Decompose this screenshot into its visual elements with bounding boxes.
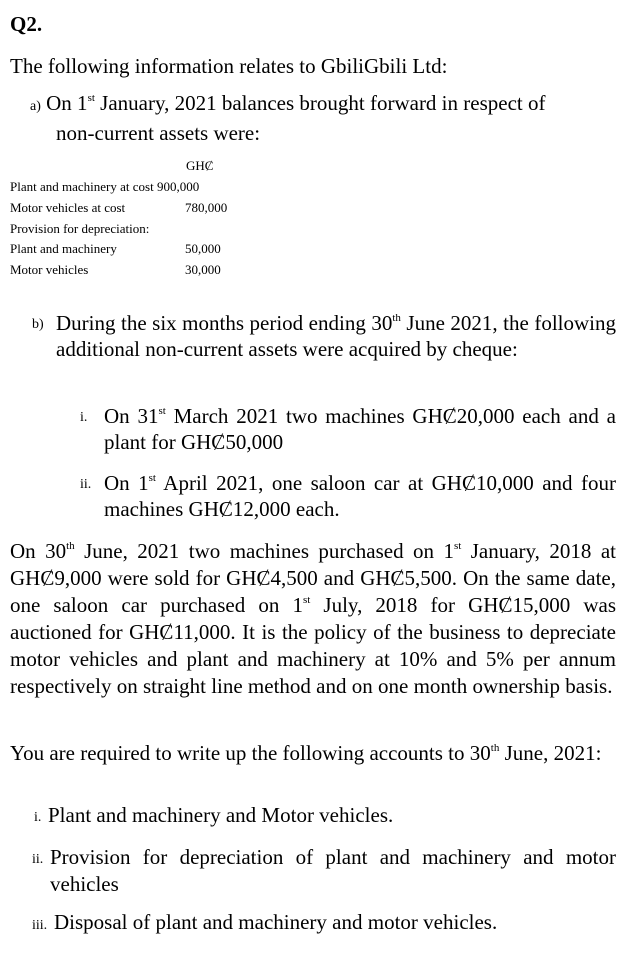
required-item: Disposal of plant and machinery and motor vehicles. — [54, 910, 498, 934]
row-label: Provision for depreciation: — [10, 221, 150, 236]
part-a-line2: non-current assets were: — [56, 121, 261, 145]
row-label: Motor vehicles — [10, 262, 89, 277]
part-b-item: On 31st March 2021 two machines GHȻ20,000 each and a plant for GHȻ50,000 — [104, 404, 616, 454]
disposal-paragraph: On 30th June, 2021 two machines purchased on 1st January, 2018 at GHȻ9,000 were sold for GHȻ4,500 and GHȻ5,500. On the same date, one saloon car purchased on 1st July, 2018 for GHȻ15,000 was auctioned for GHȻ11,000. It is the policy of the business to depreciate motor vehicles and plant and machinery at 10% and 5% per annum respectively on straight line method and on one month ownership basis. — [10, 539, 616, 698]
intro-text: The following information relates to GbiliGbili Ltd: — [10, 54, 448, 78]
currency-header: GHȻ — [186, 158, 214, 173]
part-a-marker: a) — [30, 99, 41, 114]
part-b-item-marker: ii. — [80, 477, 92, 492]
row-amount: 780,000 — [185, 200, 228, 215]
required-item-marker: iii. — [32, 918, 48, 933]
required-item: Plant and machinery and Motor vehicles. — [48, 803, 394, 827]
row-label: Plant and machinery — [10, 241, 117, 256]
part-b-item: On 1st April 2021, one saloon car at GHȻ10,000 and four machines GHȻ12,000 each. — [104, 471, 616, 521]
part-a — [30, 90, 620, 147]
required-item-marker: i. — [34, 810, 42, 825]
part-b-marker: b) — [32, 317, 44, 332]
part-b-text: During the six months period ending 30th June 2021, the following additional non-current assets were acquired by cheque: — [56, 311, 616, 361]
required-item-marker: ii. — [32, 852, 44, 867]
part-b-item-marker: i. — [80, 410, 88, 425]
row-amount: 900,000 — [157, 179, 200, 194]
row-label: Plant and machinery at cost — [10, 179, 154, 194]
row-amount: 50,000 — [185, 241, 221, 256]
required-text: You are required to write up the following accounts to 30th June, 2021: — [10, 741, 602, 765]
row-label: Motor vehicles at cost — [10, 200, 126, 215]
question-number: Q2. — [10, 12, 43, 36]
part-a-text: On 1st January, 2021 balances brought forward in respect of — [46, 91, 546, 115]
row-amount: 30,000 — [185, 262, 221, 277]
required-item: Provision for depreciation of plant and machinery and motor vehicles — [50, 845, 616, 896]
